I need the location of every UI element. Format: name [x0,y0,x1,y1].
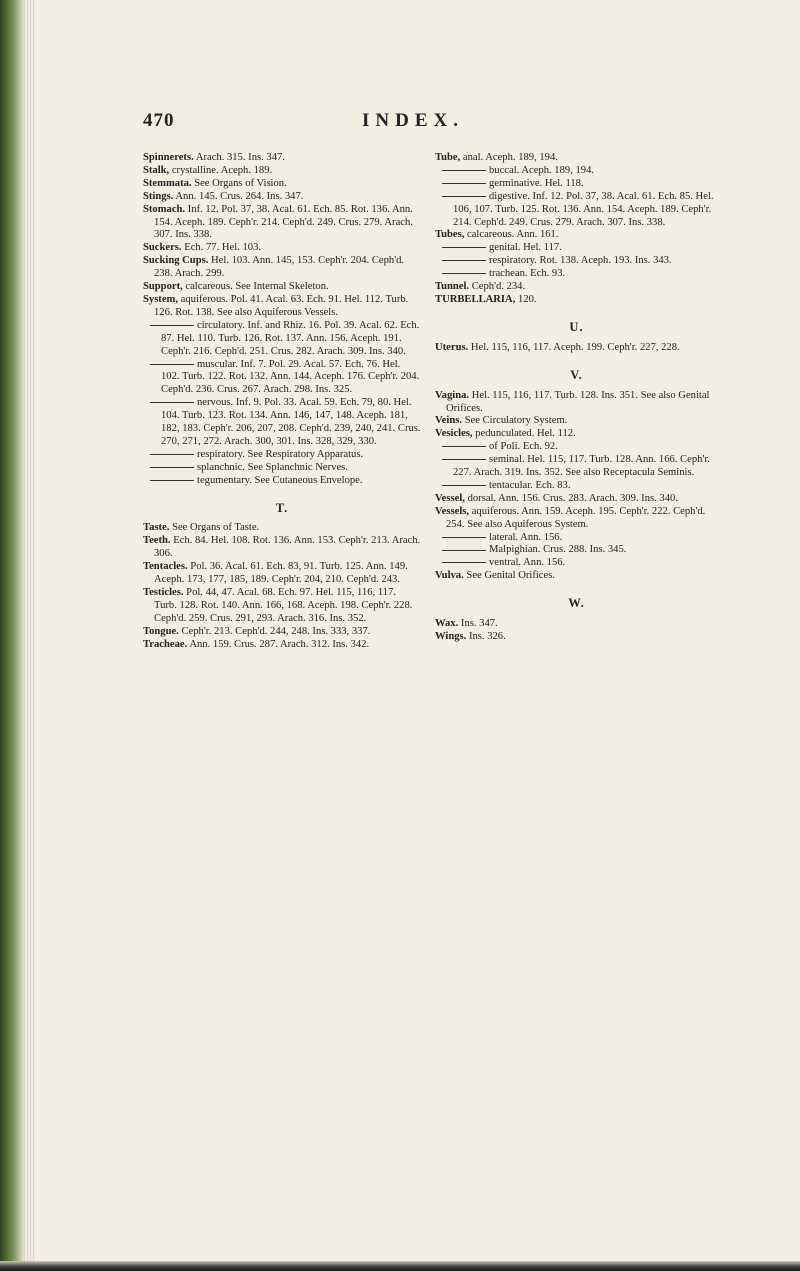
section-letter: W. [568,596,585,611]
index-subentry [435,191,718,230]
entry-heading: Stemmata. [143,177,192,189]
ditto-rule [442,183,486,184]
entry-heading: Vesicles, [435,428,473,440]
entry-references: Pol. 44, 47. Acal. 68. Ech. 97. Hel. 115, 116, 117. Turb. 128. Rot. 140. Ann. 166, 168. Aceph. 198. Ceph'r. 228. Ceph'd. 259. Crus. 291, 293. Arach. 316. Ins. 352. [154,587,413,624]
index-entry [143,294,421,320]
index-entry [435,390,718,416]
entry-references: 120. [518,293,537,305]
ditto-rule [150,402,194,403]
book-spine-edge [0,0,24,1271]
index-subentry [435,544,718,557]
entry-heading: Vessels, [435,505,470,517]
entry-references: Hel. 115, 116, 117. Aceph. 199. Ceph'r. 227, 228. [470,341,680,353]
subentry-text: ventral. Ann. 156. [489,557,566,569]
index-column-right [435,152,718,644]
entry-heading: Stalk, [143,164,170,176]
ditto-rule [150,364,194,365]
page-bottom-edge [0,1261,800,1271]
index-entry [143,535,421,561]
index-subentry [435,242,718,255]
index-subentry [435,454,718,480]
entry-references: Ann. 159. Crus. 287. Arach. 312. Ins. 342. [189,638,370,650]
section-letter: T. [275,500,289,515]
entry-references: Pol. 36. Acal. 61. Ech. 83, 91. Turb. 125. Ann. 149. Aceph. 173, 177, 185, 189. Ceph'r. 204, 210. Ceph'd. 243. [154,561,408,586]
index-subentry [143,475,421,488]
entry-references: Ins. 347. [460,618,498,630]
ditto-rule [442,170,486,171]
ditto-rule [150,454,194,455]
subentry-text: germinative. Hel. 118. [489,177,584,189]
index-entry [435,570,718,583]
section-letter: U. [569,319,584,334]
entry-references: crystalline. Aceph. 189. [171,164,273,176]
subentry-text: digestive. Inf. 12. Pol. 37, 38. Acal. 61. Ech. 85. Hel. 106, 107. Turb. 125. Rot. 136. Ann. 154. Aceph. 189. Ceph'r. 214. Ceph'd. 249. Crus. 279. Arach. 307. Ins. 338. [453,190,714,228]
index-entry [143,178,421,191]
entry-heading: Vagina. [435,389,470,401]
index-subentry [143,449,421,462]
entry-heading: Stings. [143,190,174,202]
subentry-text: tegumentary. See Cutaneous Envelope. [197,474,363,486]
index-entry [435,493,718,506]
ditto-rule [442,550,486,551]
index-entry [143,152,421,165]
entry-references: Ins. 326. [468,631,506,642]
entry-heading: Suckers. [143,242,182,254]
index-subentry [435,480,718,493]
subentry-text: genital. Hel. 117. [489,242,562,254]
index-entry [143,561,421,587]
ditto-rule [442,485,486,486]
subentry-text: of Poli. Ech. 92. [489,441,558,453]
ditto-rule [150,467,194,468]
subentry-text: tentacular. Ech. 83. [489,479,571,491]
entry-heading: Taste. [143,522,170,534]
ditto-rule [150,325,194,326]
index-entry [143,281,421,294]
entry-references: Ech. 77. Hel. 103. [184,242,262,254]
entry-heading: Veins. [435,415,462,427]
ditto-rule [442,247,486,248]
entry-references: calcareous. See Internal Skeleton. [185,281,329,293]
entry-heading: Tongue. [143,625,179,637]
entry-references: dorsal. Ann. 156. Crus. 283. Arach. 309. Ins. 340. [467,492,678,504]
entry-heading: Teeth. [143,535,171,547]
entry-references: Ceph'd. 234. [471,281,526,293]
entry-references: Hel. 103. Ann. 145, 153. Ceph'r. 204. Ceph'd. 238. Arach. 299. [154,255,405,280]
index-subentry [435,532,718,545]
index-entry [143,204,421,243]
ditto-rule [442,537,486,538]
entry-references: anal. Aceph. 189, 194. [462,152,558,163]
subentry-text: respiratory. See Respiratory Apparatus. [197,448,364,460]
entry-heading: System, [143,293,179,305]
index-entry [143,639,421,652]
entry-references: See Organs of Taste. [172,522,260,534]
subentry-text: nervous. Inf. 9. Pol. 33. Acal. 59. Ech. 79, 80. Hel. 104. Turb. 123. Rot. 134. Ann. 146, 147, 148. Aceph. 181, 182, 183. Ceph'r. 206, 207, 208. Ceph'd. 239, 240, 241. Crus. 270, 271, 272. Arach. 300, 301. Ins. 328, 329, 330. [161,397,421,447]
index-entry [435,294,718,307]
index-subentry [143,462,421,475]
index-entry [435,152,718,165]
subentry-text: muscular. Inf. 7. Pol. 29. Acal. 57. Ech. 76. Hel. 102. Turb. 122. Rot. 132. Ann. 144. Aceph. 176. Ceph'r. 204. Ceph'd. 236. Crus. 267. Arach. 298. Ins. 325. [161,358,420,396]
ditto-rule [442,196,486,197]
index-subentry [143,397,421,449]
index-entry [143,255,421,281]
index-entry [143,165,421,178]
index-entry [143,626,421,639]
index-entry [435,415,718,428]
ditto-rule [442,446,486,447]
entry-heading: Vulva. [435,570,464,582]
index-entry [143,522,421,535]
entry-heading: Tentacles. [143,561,188,573]
entry-references: See Genital Orifices. [466,570,555,582]
index-entry [143,242,421,255]
entry-heading: Tubes, [435,229,465,241]
index-subentry [143,359,421,398]
entry-heading: TURBELLARIA, [435,293,516,305]
subentry-text: trachean. Ech. 93. [489,268,566,280]
index-column-left [143,152,421,652]
index-entry [435,342,718,355]
section-letter: V. [570,367,583,382]
index-subentry [435,178,718,191]
ditto-rule [442,260,486,261]
subentry-text: seminal. Hel. 115, 117. Turb. 128. Ann. 166. Ceph'r. 227. Arach. 319. Ins. 352. See also Receptacula Seminis. [453,454,710,479]
index-entry [435,506,718,532]
entry-references: Ann. 145. Crus. 264. Ins. 347. [175,190,304,202]
entry-heading: Stomach. [143,203,186,215]
index-entry [435,229,718,242]
entry-references: See Organs of Vision. [194,177,287,189]
entry-references: aquiferous. Ann. 159. Aceph. 195. Ceph'r. 222. Ceph'd. 254. See also Aquiferous System. [446,505,706,530]
subentry-text: circulatory. Inf. and Rhiz. 16. Pol. 39. Acal. 62. Ech. 87. Hel. 110. Turb. 126. Rot. 137. Ann. 156. Aceph. 191. Ceph'r. 216. Ceph'd. 251. Crus. 282. Arach. 309. Ins. 340. [161,319,420,357]
entry-heading: Uterus. [435,341,469,353]
page-number: 470 [143,110,175,131]
entry-heading: Support, [143,281,183,293]
index-subentry [435,255,718,268]
entry-references: pedunculated. Hel. 112. [475,428,576,440]
index-entry [435,428,718,441]
entry-heading: Sucking Cups. [143,255,209,267]
page-stack-edge [24,0,36,1271]
entry-heading: Tube, [435,152,461,163]
index-subentry [435,165,718,178]
index-entry [435,281,718,294]
index-subentry [435,557,718,570]
ditto-rule [442,459,486,460]
index-entry [143,587,421,626]
subentry-text: respiratory. Rot. 138. Aceph. 193. Ins. 343. [489,255,672,267]
ditto-rule [150,480,194,481]
index-entry [143,191,421,204]
entry-references: calcareous. Ann. 161. [467,229,559,241]
entry-references: Arach. 315. Ins. 347. [195,152,285,163]
entry-heading: Spinnerets. [143,152,194,163]
entry-references: Ech. 84. Hel. 108. Rot. 136. Ann. 153. Ceph'r. 213. Arach. 306. [154,535,421,560]
entry-heading: Tracheae. [143,638,188,650]
subentry-text: buccal. Aceph. 189, 194. [489,164,595,176]
subentry-text: Malpighian. Crus. 288. Ins. 345. [489,544,627,556]
entry-heading: Wings. [435,631,467,642]
subentry-text: splanchnic. See Splanchnic Nerves. [197,461,348,473]
entry-heading: Tunnel. [435,281,470,293]
ditto-rule [442,273,486,274]
index-subentry [435,441,718,454]
entry-heading: Wax. [435,618,459,630]
entry-references: Inf. 12. Pol. 37, 38. Acal. 61. Ech. 85. Rot. 136. Ann. 154. Aceph. 189. Ceph'r. 214. Ceph'd. 249. Crus. 279. Arach. 307. Ins. 338. [154,203,413,241]
entry-heading: Testicles. [143,587,184,598]
ditto-rule [442,562,486,563]
index-subentry [143,320,421,359]
entry-references: Ceph'r. 213. Ceph'd. 244, 248. Ins. 333, 337. [181,625,371,637]
running-head: INDEX. [362,110,464,131]
index-entry [435,618,718,631]
index-subentry [435,268,718,281]
entry-references: See Circulatory System. [464,415,568,427]
entry-references: Hel. 115, 116, 117. Turb. 128. Ins. 351. See also Genital Orifices. [446,389,710,414]
entry-heading: Vessel, [435,492,465,504]
index-entry [435,631,718,644]
entry-references: aquiferous. Pol. 41. Acal. 63. Ech. 91. Hel. 112. Turb. 126. Rot. 138. See also Aquiferous Vessels. [154,293,409,318]
subentry-text: lateral. Ann. 156. [489,531,563,543]
